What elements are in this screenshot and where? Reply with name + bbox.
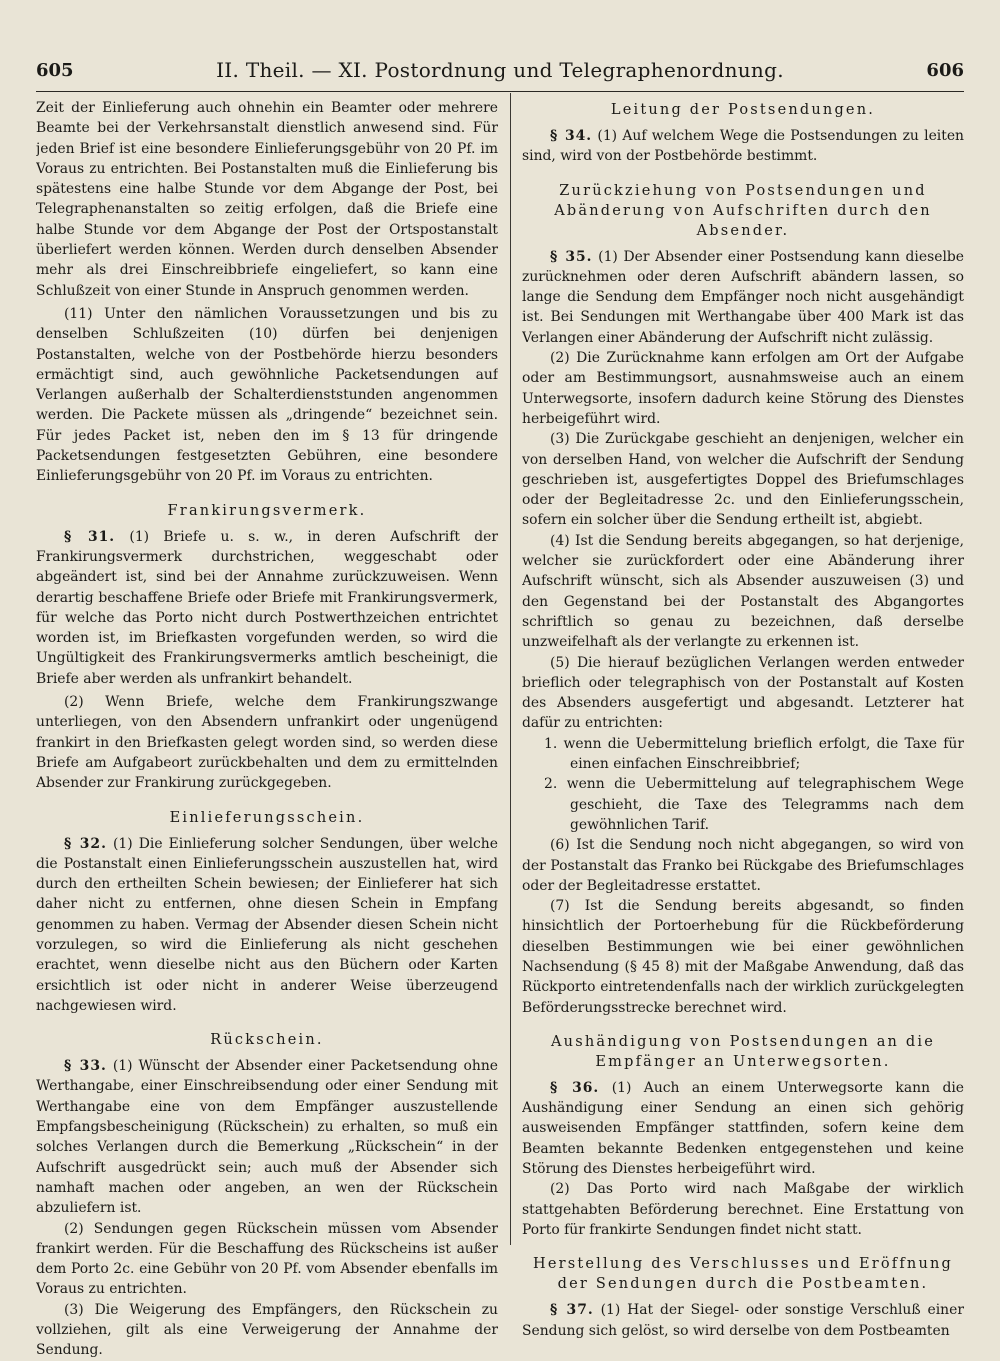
section-31-para-1 (36, 527, 498, 689)
section-34-number: § 34. (550, 128, 593, 144)
section-heading-herstellung: Herstellung des Verschlusses und Eröffnung der Sendungen durch die Postbeamten. (532, 1256, 954, 1293)
section-35-text-1: (1) Der Absender einer Postsendung kann dieselbe zurücknehmen oder deren Aufschrift abändern lassen, so lange die Sendung dem Empfänger noch nicht ausgehändigt ist. Bei Sendungen mit Werthangabe über 400 Mark ist das Verlangen einer Abänderung der Aufschrift nicht zulässig. (522, 248, 964, 346)
section-31-number: § 31. (64, 528, 116, 545)
column-divider (510, 93, 511, 1245)
section-heading-frankirungsvermerk: Frankirungsvermerk. (167, 502, 367, 519)
section-36-para-2: (2) Das Porto wird nach Maßgabe der wirklich stattgehabten Beförderung berechnet. Eine Erstattung von Porto für frankirte Sendungen findet nicht statt. (522, 1181, 964, 1238)
section-33-number: § 33. (64, 1058, 107, 1075)
section-35-number: § 35. (550, 248, 593, 265)
section-35-para-4: (4) Ist die Sendung bereits abgegangen, so hat derjenige, welcher sie zurückfordert oder eine Abänderung ihrer Aufschrift wünscht, sich als Absender auszuweisen (3) und den Gegenstand bei der Postanstalt des Abgangortes schriftlich so genau zu bezeichnen, daß derselbe unzweifelhaft als der verlangte zu erkennen ist. (522, 532, 964, 651)
section-33-para-1 (36, 1056, 498, 1218)
section-34-para-1 (522, 126, 964, 167)
header-rule (36, 91, 964, 92)
section-31-para-2: (2) Wenn Briefe, welche dem Frankirungszwange unterliegen, von den Absendern unfrankirt oder ungenügend frankirt in den Briefkasten gelegt worden sind, so werden diese Briefe am Aufgabeort zurückbehalten und dem zu ermittelnden Absender zur Frankirung zurückgegeben. (36, 694, 498, 792)
section-heading-aushaendigung: Aushändigung von Postsendungen an die Empfänger an Unterwegsorten. (550, 1033, 935, 1070)
section-heading-einlieferungsschein: Einlieferungsschein. (169, 809, 365, 826)
list-item: 2. wenn die Uebermittelung auf telegraphischem Wege geschieht, die Taxe des Telegramms nach dem gewöhnlichen Tarif. (544, 776, 964, 833)
section-35-para-6: (6) Ist die Sendung noch nicht abgegangen, so wird von der Postanstalt das Franko bei Rückgabe des Briefumschlages oder der Begleitadresse erstattet. (522, 837, 964, 894)
section-heading-rueckschein: Rückschein. (210, 1032, 324, 1049)
section-35-para-3: (3) Die Zurückgabe geschieht an denjenigen, welcher ein von derselben Hand, von welcher die Aufschrift der Sendung geschrieben ist, ausgefertigtes Doppel des Briefumschlages oder der Begleitadresse 2c. und den Einlieferungsschein, sofern ein solcher über die Sendung ertheilt ist, abgiebt. (522, 431, 964, 529)
section-heading-leitung: Leitung der Postsendungen. (610, 102, 876, 118)
running-title: II. Theil. — XI. Postordnung und Telegraphenordnung. (216, 58, 784, 82)
section-32-number: § 32. (64, 835, 107, 852)
page-number-right: 606 (926, 60, 964, 81)
section-35-fee-list (522, 734, 964, 835)
section-35-para-2: (2) Die Zurücknahme kann erfolgen am Ort der Aufgabe oder am Bestimmungsort, ausnahmsweise auch an einem Unterwegsorte, insofern dadurch keine Störung des Dienstes herbeigeführt wird. (522, 350, 964, 427)
section-32-para-1 (36, 834, 498, 1017)
paragraph-continued: Zeit der Einlieferung auch ohnehin ein Beamter oder mehrere Beamte bei der Verkehrsanstalt dienstlich anwesend sind. Für jeden Brief ist eine besondere Einlieferungsgebühr von 20 Pf. im Voraus zu entrichten. Bei Postanstalten muß die Einlieferung bis spätestens eine halbe Stunde vor dem Abgange der Post, bei Telegraphenanstalten so zeitig erfolgen, daß die Briefe eine halbe Stunde vor dem Abgange der Post der Ortspostanstalt überliefert werden können. Werden durch denselben Absender mehr als drei Einschreibbriefe eingeliefert, so kann eine Schlußzeit von einer Stunde in Anspruch genommen werden. (36, 100, 498, 299)
list-item: 1. wenn die Uebermittelung brieflich erfolgt, die Taxe für einen einfachen Einschreibbrief; (544, 735, 964, 773)
section-35-para-1 (522, 247, 964, 348)
section-37-text-1: (1) Hat der Siegel- oder sonstige Verschluß einer Sendung sich gelöst, so wird derselbe von dem Postbeamten (522, 1302, 964, 1339)
section-32-text-1: (1) Die Einlieferung solcher Sendungen, über welche die Postanstalt einen Einlieferungsschein auszustellen hat, wird durch den ertheilten Schein bewiesen; der Einlieferer hat sich daher nicht zu entfernen, ohne diesen Schein in Empfang genommen zu haben. Vermag der Absender diesen Schein nicht vorzulegen, so wird die Einlieferung als nicht geschehen erachtet, wenn dieselbe nicht aus den Büchern oder Karten ersichtlich ist oder nicht in anderer Weise überzeugend nachgewiesen wird. (36, 835, 498, 1014)
paragraph-11: (11) Unter den nämlichen Voraussetzungen und bis zu denselben Schlußzeiten (10) dürfen bei denjenigen Postanstalten, welche von der Postbehörde hierzu besonders ermächtigt sind, auch gewöhnliche Packetsendungen auf Verlangen außerhalb der Schalterdienststunden angenommen werden. Die Packete müssen als „dringende“ bezeichnet sein. Für jedes Packet ist, neben den im § 13 für dringende Packetsendungen festgesetzten Gebühren, eine besondere Einlieferungsgebühr von 20 Pf. im Voraus zu entrichten. (36, 305, 498, 485)
section-33-para-2: (2) Sendungen gegen Rückschein müssen vom Absender frankirt werden. Für die Beschaffung des Rückscheins ist außer dem Porto 2c. eine Gebühr von 20 Pf. vom Absender ebenfalls im Voraus zu entrichten. (36, 1220, 498, 1298)
section-33-text-1: (1) Wünscht der Absender einer Packetsendung ohne Werthangabe, einer Einschreibsendung oder einer Sendung mit Werthangabe eine von dem Empfänger auszustellende Empfangsbescheinigung (Rückschein) zu erhalten, so muß ein solches Verlangen durch die Bemerkung „Rückschein“ in der Aufschrift ausgedrückt sein; auch muß der Absender sich namhaft machen oder angeben, an wen der Rückschein abzuliefern ist. (36, 1058, 498, 1217)
section-36-text-1: (1) Auch an einem Unterwegsorte kann die Aushändigung einer Sendung an einen sich gehörig ausweisenden Empfänger stattfinden, sofern keine dem Beamten bekannte Bedenken entgegenstehen und keine Störung des Dienstes herbeigeführt wird. (522, 1079, 964, 1178)
section-35-para-5: (5) Die hierauf bezüglichen Verlangen werden entweder brieflich oder telegraphisch von der Postanstalt auf Kosten des Absenders ausgefertigt und abgesandt. Letzterer hat dafür zu entrichten: (522, 654, 964, 732)
right-column (522, 98, 964, 1341)
section-37-number: § 37. (550, 1302, 594, 1319)
section-37-para-1 (522, 1300, 964, 1341)
section-36-para-1 (522, 1078, 964, 1179)
left-column (36, 98, 498, 1361)
section-35-para-7: (7) Ist die Sendung bereits abgesandt, so finden hinsichtlich der Portoerhebung für die Rückbeförderung dieselben Bestimmungen wie bei einer gewöhnlichen Nachsendung (§ 45 8) mit der Maßgabe Anwendung, daß das Rückporto eintretendenfalls nach der wirklich zurückgelegten Beförderungsstrecke berechnet wird. (522, 898, 964, 1016)
page-header (36, 58, 964, 88)
section-33-para-3: (3) Die Weigerung des Empfängers, den Rückschein zu vollziehen, gilt als eine Verweigerung der Annahme der Sendung. (36, 1301, 498, 1359)
section-36-number: § 36. (550, 1079, 600, 1096)
page-number-left: 605 (36, 60, 74, 81)
section-heading-zurueckziehung: Zurückziehung von Postsendungen und Abänderung von Aufschriften durch den Absender. (554, 182, 932, 239)
section-31-text-1: (1) Briefe u. s. w., in deren Aufschrift der Frankirungsvermerk durchstrichen, weggeschabt oder abgeändert ist, sind bei der Annahme zurückzuweisen. Wenn derartig beschaffene Briefe oder Briefe mit Frankirungsvermerk, für welche das Porto nicht durch Postwerthzeichen entrichtet worden ist, im Briefkasten vorgefunden werden, so wird die Ungültigkeit des Frankirungsvermerks amtlich bescheinigt, die Briefe aber werden als unfrankirt behandelt. (36, 528, 498, 687)
section-34-text-1: (1) Auf welchem Wege die Postsendungen zu leiten sind, wird von der Postbehörde bestimmt. (522, 128, 964, 165)
